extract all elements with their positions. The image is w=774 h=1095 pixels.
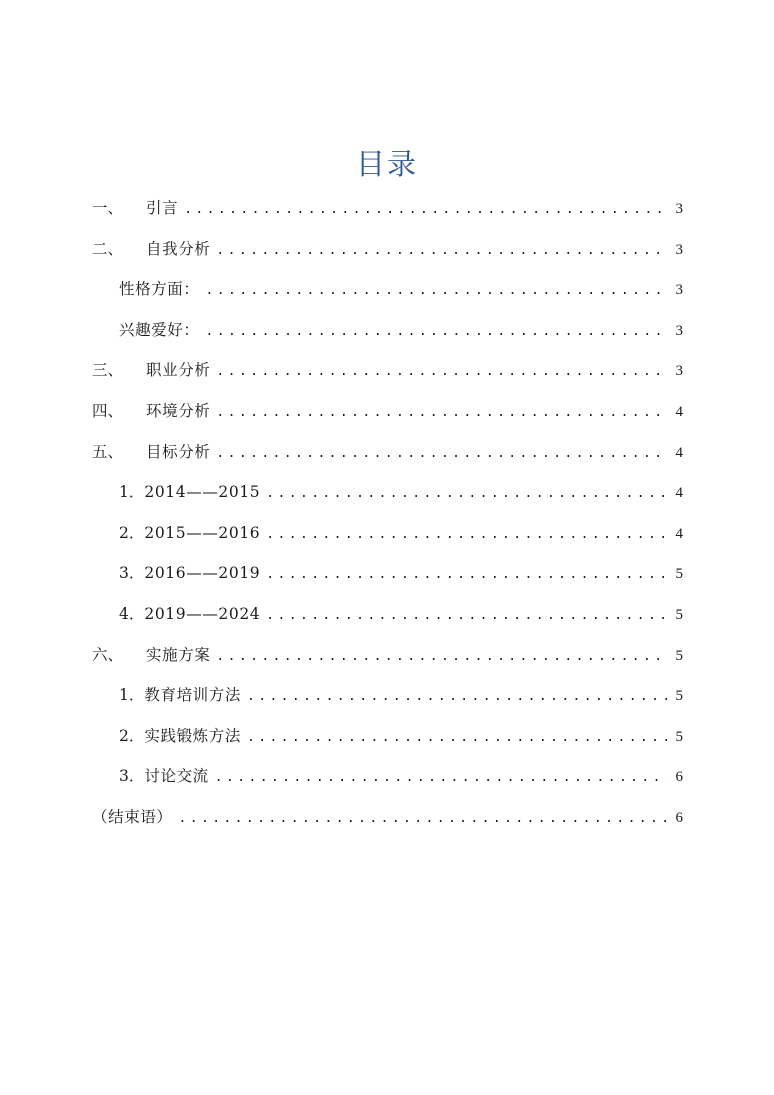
toc-entry-page: 3 — [675, 201, 683, 217]
toc-entry-page: 3 — [675, 282, 683, 299]
toc-entry-conclusion[interactable] — [92, 797, 683, 838]
toc-entry-number: 六、 — [92, 645, 124, 664]
toc-entry-label: 兴趣爱好： — [119, 320, 200, 339]
toc-entry-label: 2016——2019 — [144, 564, 261, 583]
dot-leader — [266, 515, 667, 556]
toc-entry-page: 4 — [675, 485, 683, 502]
dot-leader — [216, 352, 667, 393]
toc-entry-goal-period-2[interactable] — [92, 513, 683, 554]
toc-entry-label: （结束语） — [92, 807, 173, 826]
toc-entry-number: 五、 — [92, 442, 124, 461]
toc-entry-page: 3 — [675, 241, 683, 258]
toc-entry-page: 4 — [675, 525, 683, 542]
toc-entry-label: 自我分析 — [146, 239, 211, 258]
toc-entry-self-analysis[interactable] — [92, 229, 683, 270]
toc-entry-page: 4 — [675, 444, 683, 461]
toc-entry-goal-period-4[interactable] — [92, 594, 683, 635]
toc-entry-career-analysis[interactable] — [92, 350, 683, 391]
toc-entry-page: 3 — [675, 322, 683, 339]
dot-leader — [184, 190, 667, 231]
toc-entry-number: 四、 — [92, 401, 124, 420]
toc-entry-page: 6 — [675, 769, 683, 786]
dot-leader — [266, 555, 667, 596]
toc-entry-personality[interactable] — [92, 269, 683, 310]
toc-entry-page: 5 — [675, 688, 683, 705]
toc-entry-discussion[interactable] — [92, 756, 683, 797]
toc-entry-number: 1． — [119, 686, 145, 705]
toc-entry-number: 2． — [119, 726, 145, 745]
toc-entry-number: 一、 — [92, 199, 124, 217]
dot-leader — [216, 637, 667, 678]
toc-entry-label: 2014——2015 — [144, 483, 261, 502]
toc-entry-introduction[interactable] — [92, 188, 683, 229]
toc-entry-label: 教育培训方法 — [144, 686, 241, 705]
dot-leader — [247, 718, 667, 759]
toc-entry-page: 5 — [675, 606, 683, 623]
toc-entry-number: 3． — [119, 767, 145, 786]
toc-entry-page: 6 — [675, 809, 683, 826]
toc-title: 目录 — [355, 147, 418, 181]
toc-entry-goal-period-3[interactable] — [92, 553, 683, 594]
toc-entry-environment-analysis[interactable] — [92, 391, 683, 432]
toc-entry-page: 5 — [675, 728, 683, 745]
toc-entry-number: 4． — [119, 604, 145, 623]
toc-entry-interests[interactable] — [92, 310, 683, 351]
toc-entry-number: 二、 — [92, 239, 124, 258]
dot-leader — [216, 231, 667, 272]
toc-entry-page: 3 — [675, 363, 683, 380]
toc-entry-page: 5 — [675, 647, 683, 664]
toc-entry-label: 目标分析 — [146, 442, 211, 461]
dot-leader — [215, 758, 667, 799]
toc-entry-number: 1． — [119, 483, 145, 502]
dot-leader — [216, 434, 667, 475]
toc-entry-goal-analysis[interactable] — [92, 432, 683, 473]
dot-leader — [266, 474, 667, 515]
dot-leader — [179, 799, 667, 840]
toc-entry-label: 实施方案 — [146, 645, 211, 664]
dot-leader — [216, 393, 667, 434]
toc-entry-label: 2015——2016 — [144, 523, 261, 542]
table-of-contents — [92, 188, 683, 838]
dot-leader — [206, 312, 667, 353]
toc-entry-label: 实践锻炼方法 — [144, 726, 241, 745]
toc-entry-label: 职业分析 — [146, 361, 211, 380]
dot-leader — [247, 677, 667, 718]
toc-entry-number: 三、 — [92, 361, 124, 380]
toc-entry-education-training[interactable] — [92, 675, 683, 716]
toc-entry-page: 4 — [675, 403, 683, 420]
dot-leader — [206, 271, 667, 312]
toc-entry-number: 2． — [119, 523, 145, 542]
toc-entry-practice-methods[interactable] — [92, 716, 683, 757]
toc-entry-goal-period-1[interactable] — [92, 472, 683, 513]
toc-entry-number: 3． — [119, 564, 145, 583]
toc-entry-label: 引言 — [146, 199, 179, 217]
dot-leader — [266, 596, 667, 637]
toc-entry-label: 性格方面： — [119, 280, 200, 299]
toc-entry-implementation-plan[interactable] — [92, 635, 683, 676]
toc-entry-label: 2019——2024 — [144, 604, 261, 623]
toc-entry-page: 5 — [675, 566, 683, 583]
toc-entry-label: 讨论交流 — [144, 767, 209, 786]
toc-entry-label: 环境分析 — [146, 401, 211, 420]
